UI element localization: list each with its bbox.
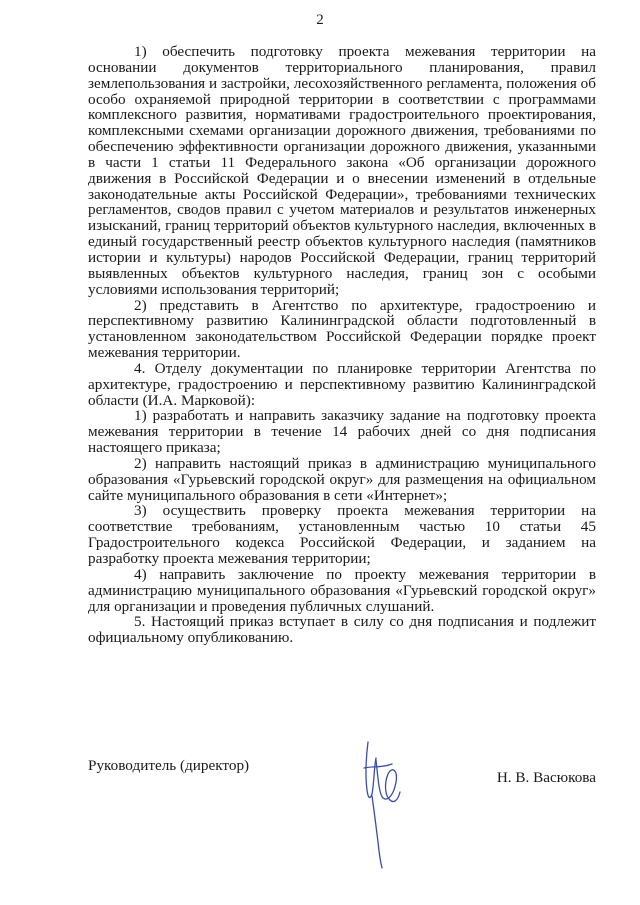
signer-title: Руководитель (директор) <box>88 757 250 774</box>
paragraph-section-4-item-1: 1) разработать и направить заказчику задание на подготовку проекта межевания территории в течение 14 рабочих дней со дня подписания настоящего приказа; <box>88 407 596 457</box>
paragraph-section-4-item-4: 4) направить заключение по проекту межевания территории в администрацию муниципального образования «Гурьевский городской округ» для организации и проведения публичных слушаний. <box>88 565 596 615</box>
paragraph-section-5: 5. Настоящий приказ вступает в силу со дня подписания и подлежит официальному опубликованию. <box>88 613 596 647</box>
paragraph-item-1: 1) обеспечить подготовку проекта межевания территории на основании документов территориального планирования, правил землепользования и застройки, лесохозяйственного регламента, положения об особо охраняемой природной территории в соответствии с программами комплексного развития, нормативами градостроительного проектирования, комплексными схемами организации дорожного движения, требованиями по обеспечению эффективности организации дорожного движения, указанными в части 1 статьи 11 Федерального закона «Об организации дорожного движения в Российской Федерации и о внесении изменений в отдельные законодательные акты Российской Федерации», требованиями технических регламентов, сводов правил с учетом материалов и результатов инженерных изысканий, границ территорий объектов культурного наследия, включенных в единый государственный реестр объектов культурного наследия (памятников истории и культуры) народов Российской Федерации, границ территорий выявленных объектов культурного наследия, границ зон с особыми условиями использования территорий; <box>88 43 596 298</box>
handwritten-signature <box>358 738 408 870</box>
paragraph-section-4-item-3: 3) осуществить проверку проекта межевания территории на соответствие требованиям, установленным частью 10 статьи 45 Градостроительного кодекса Российской Федерации, и заданием на разработку проекта межевания территории; <box>88 502 596 567</box>
signature-block <box>88 757 596 786</box>
document-body <box>88 44 596 646</box>
paragraph-section-4-item-2: 2) направить настоящий приказ в администрацию муниципального образования «Гурьевский городской округ» для размещения на официальном сайте муниципального образования в сети «Интернет»; <box>88 454 596 504</box>
paragraph-section-4: 4. Отделу документации по планировке территории Агентства по архитектуре, градостроению и перспективному развитию Калининградской области (И.А. Марковой): <box>88 359 596 409</box>
paragraph-item-2: 2) представить в Агентство по архитектуре, градостроению и перспективному развитию Калининградской области подготовленный в установленном законодательством Российской Федерации порядке проект межевания территории. <box>88 296 596 362</box>
page-number: 2 <box>316 12 324 28</box>
signer-name: Н. В. Васюкова <box>496 769 596 786</box>
